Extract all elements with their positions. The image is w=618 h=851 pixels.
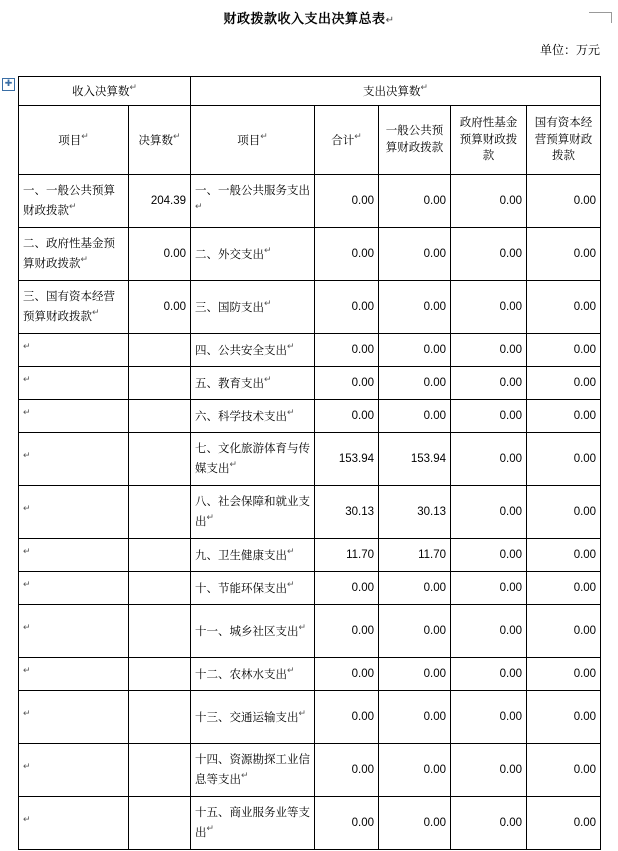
cell-income-item	[19, 797, 129, 850]
cell-general-public	[379, 281, 451, 334]
table-row	[19, 281, 601, 334]
cell-state-capital-text: 0.00	[573, 710, 597, 723]
cell-expense-item-text: 六、科学技术支出	[195, 411, 288, 424]
cell-total-text: 0.00	[351, 624, 375, 637]
paragraph-mark-icon: ↵	[23, 374, 31, 385]
cell-income-item	[19, 175, 129, 228]
paragraph-mark-icon: ↵	[23, 503, 31, 514]
cell-general-public	[379, 797, 451, 850]
cell-gov-fund	[451, 281, 527, 334]
paragraph-mark-icon: ↵	[385, 15, 395, 26]
cell-income-value	[129, 658, 191, 691]
cell-state-capital-text: 0.00	[573, 763, 597, 776]
cell-state-capital-text: 0.00	[573, 343, 597, 356]
unit-label: 单位：万元	[539, 43, 600, 57]
cell-gov-fund-text: 0.00	[499, 300, 523, 313]
cell-income-value	[129, 433, 191, 486]
cell-general-public-text: 0.00	[423, 247, 447, 260]
cell-income-item	[19, 433, 129, 486]
paragraph-mark-icon: ↵	[172, 131, 181, 142]
cell-expense-item-text: 八、社会保障和就业支出	[195, 495, 311, 528]
paragraph-mark-icon: ↵	[260, 131, 268, 142]
cell-state-capital	[527, 334, 601, 367]
cell-expense-item	[191, 334, 315, 367]
cell-gov-fund	[451, 400, 527, 433]
cell-expense-item-text: 五、教育支出	[195, 378, 265, 391]
table-row	[19, 228, 601, 281]
cell-gov-fund	[451, 797, 527, 850]
cell-general-public	[379, 400, 451, 433]
cell-general-public-text: 0.00	[423, 376, 447, 389]
cell-state-capital	[527, 605, 601, 658]
cell-total	[315, 433, 379, 486]
table-move-handle-icon[interactable]: ✚	[2, 78, 15, 91]
cell-general-public	[379, 572, 451, 605]
cell-expense-item	[191, 539, 315, 572]
column-header-expense-item	[191, 106, 315, 175]
cell-total-text: 0.00	[351, 763, 375, 776]
group-header-income	[19, 77, 191, 106]
cell-income-item	[19, 572, 129, 605]
paragraph-mark-icon: ↵	[23, 450, 31, 461]
cell-state-capital	[527, 797, 601, 850]
cell-income-item	[19, 691, 129, 744]
column-header-income-value	[129, 106, 191, 175]
cell-state-capital	[527, 367, 601, 400]
cell-state-capital	[527, 658, 601, 691]
paragraph-mark-icon: ↵	[23, 579, 31, 590]
cell-total-text: 0.00	[351, 710, 375, 723]
paragraph-mark-icon: ↵	[298, 708, 307, 719]
cell-total	[315, 367, 379, 400]
cell-expense-item	[191, 433, 315, 486]
cell-expense-item	[191, 572, 315, 605]
cell-gov-fund	[451, 691, 527, 744]
column-header-total	[315, 106, 379, 175]
cell-expense-item-text: 十一、城乡社区支出	[195, 626, 299, 639]
cell-expense-item-text: 十四、资源勘探工业信息等支出	[195, 753, 311, 786]
cell-general-public-text: 0.00	[423, 194, 447, 207]
cell-total	[315, 658, 379, 691]
cell-general-public-text: 153.94	[410, 452, 447, 465]
cell-state-capital	[527, 539, 601, 572]
cell-expense-item	[191, 400, 315, 433]
column-header-total-label: 合计	[331, 135, 355, 148]
paragraph-mark-icon: ↵	[287, 341, 295, 352]
cell-total-text: 0.00	[351, 300, 375, 313]
table-row	[19, 605, 601, 658]
cell-total	[315, 486, 379, 539]
cell-gov-fund	[451, 175, 527, 228]
paragraph-mark-icon: ↵	[420, 82, 429, 93]
cell-income-item	[19, 539, 129, 572]
cell-expense-item	[191, 744, 315, 797]
cell-gov-fund	[451, 658, 527, 691]
table-body	[19, 77, 601, 850]
cell-total-text: 0.00	[351, 581, 375, 594]
cell-total	[315, 228, 379, 281]
cell-expense-item	[191, 175, 315, 228]
cell-total	[315, 797, 379, 850]
cell-state-capital	[527, 572, 601, 605]
cell-expense-item-text: 十五、商业服务业等支出	[195, 806, 311, 839]
cell-general-public-text: 0.00	[423, 763, 447, 776]
cell-expense-item	[191, 486, 315, 539]
paragraph-mark-icon: ↵	[195, 200, 203, 211]
table-row	[19, 367, 601, 400]
cell-income-value	[129, 486, 191, 539]
cell-state-capital-text: 0.00	[573, 624, 597, 637]
paragraph-mark-icon: ↵	[23, 814, 31, 825]
cell-total	[315, 572, 379, 605]
cell-total-text: 0.00	[351, 667, 375, 680]
cell-general-public	[379, 605, 451, 658]
cell-state-capital	[527, 486, 601, 539]
cell-income-item	[19, 486, 129, 539]
cell-total-text: 0.00	[351, 816, 375, 829]
cell-income-value	[129, 691, 191, 744]
cell-total-text: 0.00	[351, 343, 375, 356]
cell-income-value	[129, 281, 191, 334]
paragraph-mark-icon: ↵	[287, 407, 295, 418]
cell-state-capital-text: 0.00	[573, 548, 597, 561]
cell-gov-fund-text: 0.00	[499, 548, 523, 561]
cell-total-text: 11.70	[346, 548, 375, 561]
cell-gov-fund-text: 0.00	[499, 343, 523, 356]
paragraph-mark-icon: ↵	[23, 622, 31, 633]
cell-general-public	[379, 744, 451, 797]
cell-expense-item-text: 十二、农林水支出	[195, 669, 288, 682]
cell-income-item	[19, 605, 129, 658]
table-row	[19, 658, 601, 691]
cell-gov-fund-text: 0.00	[499, 763, 523, 776]
document-page	[0, 8, 618, 851]
page-title	[0, 8, 618, 27]
cell-gov-fund	[451, 572, 527, 605]
cell-gov-fund-text: 0.00	[499, 667, 523, 680]
cell-gov-fund-text: 0.00	[499, 816, 523, 829]
cell-gov-fund	[451, 228, 527, 281]
cell-state-capital-text: 0.00	[573, 581, 597, 594]
cell-general-public	[379, 486, 451, 539]
cell-income-item	[19, 744, 129, 797]
cell-state-capital-text: 0.00	[573, 300, 597, 313]
cell-state-capital	[527, 744, 601, 797]
paragraph-mark-icon: ↵	[206, 822, 215, 833]
paragraph-mark-icon: ↵	[129, 82, 138, 93]
cell-income-item-text: 一、一般公共预算财政拨款	[23, 184, 115, 217]
cell-expense-item-text: 一、一般公共服务支出	[195, 184, 311, 197]
cell-gov-fund-text: 0.00	[499, 581, 523, 594]
cell-state-capital	[527, 228, 601, 281]
paragraph-mark-icon: ↵	[69, 200, 77, 211]
cell-total	[315, 744, 379, 797]
paragraph-mark-icon: ↵	[92, 306, 100, 317]
cell-total	[315, 175, 379, 228]
cell-expense-item	[191, 605, 315, 658]
cell-general-public	[379, 334, 451, 367]
cell-expense-item-text: 十、节能环保支出	[195, 583, 288, 596]
cell-income-value-text: 0.00	[163, 300, 187, 313]
paragraph-mark-icon: ↵	[229, 458, 238, 469]
paragraph-mark-icon: ↵	[23, 546, 31, 557]
paragraph-mark-icon: ↵	[298, 622, 307, 633]
cell-income-value	[129, 400, 191, 433]
table-row	[19, 691, 601, 744]
paragraph-mark-icon: ↵	[23, 407, 31, 418]
cell-total-text: 0.00	[351, 194, 375, 207]
cell-general-public	[379, 228, 451, 281]
cell-expense-item	[191, 367, 315, 400]
cell-gov-fund-text: 0.00	[499, 247, 523, 260]
cell-income-item	[19, 281, 129, 334]
cell-gov-fund-text: 0.00	[499, 376, 523, 389]
paragraph-mark-icon: ↵	[80, 253, 89, 264]
paragraph-mark-icon: ↵	[81, 131, 89, 142]
cell-total	[315, 281, 379, 334]
cell-expense-item-text: 四、公共安全支出	[195, 345, 288, 358]
cell-gov-fund	[451, 539, 527, 572]
table-row	[19, 539, 601, 572]
table-column-header-row	[19, 106, 601, 175]
column-header-income-item-label: 项目	[58, 135, 82, 148]
cell-gov-fund-text: 0.00	[499, 624, 523, 637]
paragraph-mark-icon: ↵	[23, 341, 31, 352]
column-header-expense-item-label: 项目	[237, 135, 261, 148]
cell-state-capital-text: 0.00	[573, 816, 597, 829]
cell-general-public	[379, 175, 451, 228]
cell-general-public-text: 0.00	[423, 300, 447, 313]
cell-income-value	[129, 797, 191, 850]
cell-state-capital	[527, 400, 601, 433]
cell-gov-fund	[451, 367, 527, 400]
column-header-state-capital: 国有资本经营预算财政拨款	[527, 106, 601, 175]
cell-expense-item	[191, 691, 315, 744]
cell-income-value	[129, 175, 191, 228]
paragraph-mark-icon: ↵	[241, 769, 249, 780]
cell-gov-fund-text: 0.00	[499, 194, 523, 207]
cell-general-public	[379, 433, 451, 486]
cell-income-item-text: 三、国有资本经营预算财政拨款	[23, 290, 115, 323]
table-row	[19, 797, 601, 850]
cell-general-public	[379, 658, 451, 691]
cell-general-public-text: 0.00	[423, 710, 447, 723]
cell-income-value-text: 0.00	[163, 247, 187, 260]
cell-state-capital-text: 0.00	[573, 376, 597, 389]
group-header-expense	[191, 77, 601, 106]
cell-expense-item	[191, 281, 315, 334]
cell-income-value	[129, 605, 191, 658]
group-header-income-label: 收入决算数	[71, 86, 130, 99]
cell-state-capital	[527, 281, 601, 334]
paragraph-mark-icon: ↵	[264, 374, 272, 385]
cell-income-value	[129, 367, 191, 400]
table-row	[19, 572, 601, 605]
cell-income-item	[19, 400, 129, 433]
cell-state-capital	[527, 175, 601, 228]
cell-gov-fund	[451, 433, 527, 486]
table-row	[19, 334, 601, 367]
paragraph-mark-icon: ↵	[264, 245, 272, 256]
paragraph-mark-icon: ↵	[287, 579, 295, 590]
cell-total	[315, 400, 379, 433]
cell-income-value	[129, 572, 191, 605]
cell-gov-fund	[451, 334, 527, 367]
cell-income-value	[129, 539, 191, 572]
column-header-gov-fund: 政府性基金预算财政拨款	[451, 106, 527, 175]
table-row	[19, 175, 601, 228]
cell-general-public-text: 11.70	[418, 548, 447, 561]
financial-table-wrapper	[18, 76, 600, 850]
cell-general-public-text: 0.00	[423, 343, 447, 356]
cell-expense-item	[191, 228, 315, 281]
cell-income-item	[19, 228, 129, 281]
cell-expense-item-text: 三、国防支出	[195, 302, 265, 315]
column-header-income-item	[19, 106, 129, 175]
group-header-expense-label: 支出决算数	[363, 86, 421, 99]
paragraph-mark-icon: ↵	[287, 665, 295, 676]
cell-total-text: 30.13	[345, 505, 375, 518]
cell-general-public-text: 30.13	[417, 505, 447, 518]
cell-gov-fund	[451, 605, 527, 658]
column-header-income-value-label: 决算数	[138, 135, 173, 148]
paragraph-mark-icon: ↵	[354, 131, 362, 142]
cell-income-value	[129, 744, 191, 797]
paragraph-mark-icon: ↵	[23, 708, 31, 719]
table-row	[19, 744, 601, 797]
cell-total-text: 153.94	[338, 452, 375, 465]
cell-gov-fund	[451, 486, 527, 539]
cell-state-capital-text: 0.00	[573, 247, 597, 260]
page-corner-mark	[589, 12, 612, 23]
cell-state-capital	[527, 691, 601, 744]
cell-income-item	[19, 658, 129, 691]
column-header-general-public: 一般公共预算财政拨款	[379, 106, 451, 175]
paragraph-mark-icon: ↵	[264, 298, 272, 309]
cell-general-public-text: 0.00	[423, 624, 447, 637]
cell-state-capital	[527, 433, 601, 486]
cell-income-item-text: 二、政府性基金预算财政拨款	[23, 237, 115, 270]
cell-income-item	[19, 367, 129, 400]
cell-general-public	[379, 691, 451, 744]
financial-table	[18, 76, 601, 850]
cell-general-public	[379, 367, 451, 400]
cell-total-text: 0.00	[351, 376, 375, 389]
cell-expense-item	[191, 658, 315, 691]
cell-general-public-text: 0.00	[423, 409, 447, 422]
cell-general-public-text: 0.00	[423, 581, 447, 594]
cell-income-item	[19, 334, 129, 367]
cell-general-public-text: 0.00	[423, 816, 447, 829]
paragraph-mark-icon: ↵	[287, 546, 295, 557]
cell-state-capital-text: 0.00	[573, 409, 597, 422]
cell-gov-fund-text: 0.00	[499, 452, 523, 465]
cell-state-capital-text: 0.00	[573, 452, 597, 465]
cell-state-capital-text: 0.00	[573, 667, 597, 680]
cell-state-capital-text: 0.00	[573, 505, 597, 518]
table-row	[19, 400, 601, 433]
cell-expense-item-text: 二、外交支出	[195, 249, 265, 262]
table-group-header-row	[19, 77, 601, 106]
cell-total	[315, 605, 379, 658]
paragraph-mark-icon: ↵	[23, 761, 31, 772]
cell-expense-item-text: 十三、交通运输支出	[195, 712, 299, 725]
cell-total	[315, 691, 379, 744]
cell-expense-item-text: 九、卫生健康支出	[195, 550, 288, 563]
cell-gov-fund	[451, 744, 527, 797]
page-title-text: 财政拨款收入支出决算总表	[223, 11, 386, 26]
cell-income-value	[129, 228, 191, 281]
cell-gov-fund-text: 0.00	[499, 710, 523, 723]
cell-gov-fund-text: 0.00	[499, 409, 523, 422]
cell-total	[315, 334, 379, 367]
cell-expense-item-text: 七、文化旅游体育与传媒支出	[195, 442, 311, 475]
cell-general-public-text: 0.00	[423, 667, 447, 680]
cell-expense-item	[191, 797, 315, 850]
cell-total-text: 0.00	[351, 409, 375, 422]
table-row	[19, 433, 601, 486]
cell-gov-fund-text: 0.00	[499, 505, 523, 518]
table-row	[19, 486, 601, 539]
cell-state-capital-text: 0.00	[573, 194, 597, 207]
cell-total	[315, 539, 379, 572]
cell-income-value	[129, 334, 191, 367]
cell-general-public	[379, 539, 451, 572]
paragraph-mark-icon: ↵	[23, 665, 31, 676]
paragraph-mark-icon: ↵	[206, 511, 215, 522]
cell-income-value-text: 204.39	[150, 194, 187, 207]
cell-total-text: 0.00	[351, 247, 375, 260]
